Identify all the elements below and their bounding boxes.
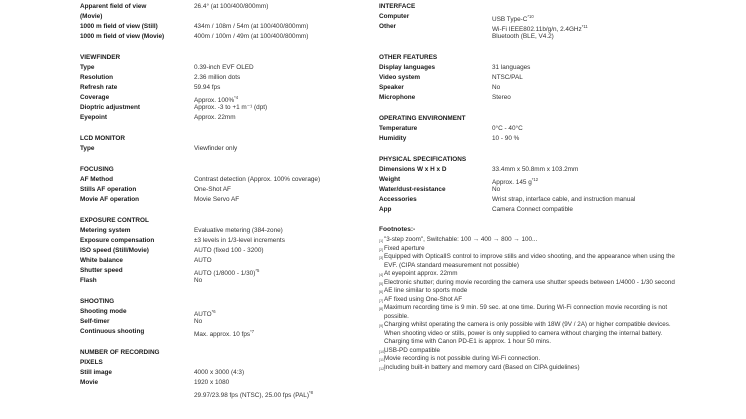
spec-label: Movie: [80, 379, 99, 386]
footnote-item: [379, 364, 679, 373]
footnote-item: [379, 270, 679, 279]
footnote-item: [379, 321, 679, 347]
spec-label: Weight: [379, 176, 401, 183]
spec-value-text: No: [194, 318, 203, 325]
spec-value: [492, 185, 500, 195]
spec-value: [492, 165, 578, 175]
spec-row: [379, 83, 679, 93]
spec-value-text: Approx. 145 g: [492, 179, 532, 186]
spec-value-text: 4000 x 3000 (4:3): [194, 369, 245, 376]
spec-value: [194, 2, 268, 12]
spec-label: 1000 m field of view (Still): [80, 23, 158, 30]
spec-value: [492, 73, 523, 83]
spec-row: [80, 276, 380, 286]
spec-value: [194, 32, 308, 42]
spec-value-text: NTSC/PAL: [492, 74, 523, 81]
footnote-marker: *5: [255, 268, 260, 273]
spec-value: [194, 144, 237, 154]
footnote-item: [379, 355, 679, 364]
spec-row: [379, 93, 679, 103]
spec-column-left: [80, 0, 380, 398]
spec-value-text: 1920 x 1080: [194, 379, 230, 386]
footnote-number: [6]: [379, 290, 384, 294]
spec-value-text: Approx. 100%: [194, 97, 235, 104]
spec-row: [379, 175, 679, 185]
section-heading: VIEWFINDER: [80, 54, 121, 61]
footnote-marker: *8: [308, 390, 313, 395]
footnote-text: At eyepoint approx. 22mm: [384, 270, 458, 277]
spec-row: [80, 83, 380, 93]
footnote-number: [11]: [379, 358, 386, 362]
spec-value: [194, 256, 212, 266]
spec-value-text: Wi-Fi IEEE802.11b/g/n, 2.4GHz: [492, 26, 582, 33]
section-gap: [80, 154, 380, 165]
footnote-text: Electronic shutter; during movie recording the camera use shutter speeds between 1/4000 - 1/30 second: [384, 278, 675, 286]
spec-label: Flash: [80, 277, 97, 284]
spec-label: Dioptric adjustment: [80, 104, 141, 111]
spec-label: AF Method: [80, 176, 114, 183]
footnote-number: [2]: [379, 247, 384, 252]
footnote-text: Including built-in battery and memory card (Based on CIPA guidelines): [384, 363, 580, 371]
footnote-item: [379, 236, 679, 245]
spec-label: Shutter speed: [80, 267, 123, 274]
footnote-number: [5]: [379, 281, 384, 286]
spec-value: [194, 195, 239, 205]
spec-row: [379, 2, 679, 12]
spec-value-text: ±3 levels in 1/3-level increments: [194, 237, 285, 244]
spec-label: Refresh rate: [80, 84, 118, 91]
spec-row: [379, 22, 679, 32]
spec-label: Still image: [80, 369, 112, 376]
spec-value: [194, 276, 202, 286]
footnote-item: [379, 304, 679, 321]
footnote-item: [379, 296, 679, 305]
spec-value: [194, 185, 231, 195]
spec-row: [379, 124, 679, 134]
spec-value: [492, 134, 519, 144]
section-heading: NUMBER OF RECORDING: [80, 349, 160, 356]
spec-label: White balance: [80, 257, 123, 264]
spec-value-text: AUTO: [194, 257, 212, 264]
spec-value-text: No: [194, 277, 203, 284]
spec-label: Microphone: [379, 94, 416, 101]
spec-value: [492, 83, 500, 93]
footnote-item: [379, 245, 679, 254]
spec-row: [80, 378, 380, 388]
spec-label: Movie AF operation: [80, 196, 140, 203]
spec-value: [194, 378, 229, 388]
spec-label: Accessories: [379, 196, 417, 203]
spec-value: [194, 236, 285, 246]
footnote-number: [4]: [379, 273, 384, 277]
footnote-text: Charging whilst operating the camera is only possible with 18W (9V / 2A) or higher compatible devices. When shooting video or stills, power is only supplied to camera without charging the internal battery. Charging time with Canon PD-E1 is approx. 1 hour 50 mins.: [384, 321, 671, 345]
spec-value: [194, 317, 202, 327]
spec-value: [492, 32, 554, 42]
spec-row: [80, 175, 380, 185]
footnote-marker: *11: [581, 24, 588, 29]
footnote-text: Fixed aperture: [384, 244, 425, 252]
spec-value-text: 10 - 90 %: [492, 135, 520, 142]
spec-value-text: 434m / 108m / 54m (at 100/400/800mm): [194, 23, 309, 30]
spec-row: [379, 73, 679, 83]
section-heading: EXPOSURE CONTROL: [80, 217, 149, 224]
footnote-marker: *10: [527, 14, 534, 19]
spec-value: [194, 246, 264, 256]
spec-value-text: Movie Servo AF: [194, 196, 240, 203]
spec-value: [194, 73, 240, 83]
section-gap: [80, 286, 380, 297]
section-heading: PIXELS: [80, 359, 103, 366]
section-heading: OPERATING ENVIRONMENT: [379, 115, 466, 122]
spec-row: [80, 327, 380, 337]
section-gap: [80, 123, 380, 134]
section-heading: LCD MONITOR: [80, 135, 125, 142]
spec-row: [379, 165, 679, 175]
spec-row: [80, 103, 380, 113]
spec-row: [379, 134, 679, 144]
spec-value-text: 0.39-inch EVF OLED: [194, 64, 254, 71]
spec-row: [80, 317, 380, 327]
footnotes-title: Footnotes:-: [379, 226, 416, 233]
footnote-text: USB-PD compatible: [384, 346, 440, 354]
footnote-marker: *4: [234, 95, 239, 100]
spec-label: Resolution: [80, 74, 114, 81]
section-heading: OTHER FEATURES: [379, 54, 438, 61]
footnotes-list: [379, 236, 679, 372]
spec-value: [492, 93, 511, 103]
spec-row: [80, 22, 380, 32]
spec-row: [80, 195, 380, 205]
spec-label: Speaker: [379, 84, 404, 91]
spec-label: Temperature: [379, 125, 418, 132]
spec-value-text: 33.4mm x 50.8mm x 103.2mm: [492, 166, 579, 173]
section-gap: [379, 42, 679, 53]
spec-value-text: 29.97/23.98 fps (NTSC), 25.00 fps (PAL): [194, 392, 309, 399]
footnote-marker: *12: [531, 177, 539, 182]
footnote-text: AF fixed using One-Shot AF: [384, 295, 463, 303]
spec-value: [194, 368, 244, 378]
spec-row: [80, 144, 380, 154]
spec-value-text: 2.36 million dots: [194, 74, 241, 81]
spec-row: [80, 246, 380, 256]
spec-row: [80, 226, 380, 236]
section-heading: PHYSICAL SPECIFICATIONS: [379, 156, 467, 163]
spec-label: Type: [80, 64, 95, 71]
footnote-number: [8]: [379, 307, 384, 311]
footnote-number: [3]: [379, 256, 384, 260]
spec-label: App: [379, 206, 392, 213]
spec-row: [80, 113, 380, 123]
footnote-item: [379, 347, 679, 356]
spec-label: Continuous shooting: [80, 328, 145, 335]
spec-value: [194, 175, 320, 185]
spec-value: [194, 388, 313, 401]
spec-value: [492, 205, 573, 215]
spec-row: [379, 205, 679, 215]
spec-label: 1000 m field of view (Movie): [80, 33, 165, 40]
spec-value-text: Wrist strap, interface cable, and instruction manual: [492, 196, 636, 203]
spec-value-text: Bluetooth (BLE, V4.2): [492, 33, 554, 40]
spec-label: Type: [80, 145, 95, 152]
spec-label: Other: [379, 23, 397, 30]
spec-value: [194, 63, 254, 73]
spec-value: [194, 22, 308, 32]
spec-row: [80, 93, 380, 103]
spec-value-text: AUTO (1/8000 - 1/30): [194, 270, 256, 277]
spec-value-text: Stereo: [492, 94, 511, 101]
spec-value: [492, 63, 530, 73]
spec-value-text: 0°C - 40°C: [492, 125, 523, 132]
spec-value-text: 59.94 fps: [194, 84, 221, 91]
spec-label: Exposure compensation: [80, 237, 155, 244]
spec-value: [194, 83, 220, 93]
spec-row: [80, 266, 380, 276]
spec-label: Metering system: [80, 227, 131, 234]
footnote-number: [7]: [379, 298, 384, 303]
spec-row: [80, 73, 380, 83]
footnote-item: [379, 287, 679, 296]
spec-row: [80, 63, 380, 73]
footnote-number: [12]: [379, 366, 386, 371]
spec-value: [194, 327, 254, 340]
spec-row: [80, 2, 380, 12]
spec-value: [492, 195, 635, 205]
spec-row: [379, 12, 679, 22]
spec-value-text: 31 languages: [492, 64, 531, 71]
spec-value: [194, 113, 236, 123]
spec-label: Shooting mode: [80, 308, 127, 315]
footnote-number: [1]: [379, 239, 384, 243]
spec-row: [379, 185, 679, 195]
spec-value-text: USB Type-C: [492, 16, 528, 23]
footnotes-section: [379, 225, 679, 372]
spec-label: INTERFACE: [379, 3, 416, 10]
spec-label: Computer: [379, 13, 410, 20]
spec-label: Video system: [379, 74, 421, 81]
section-gap: [379, 103, 679, 114]
spec-value-text: AUTO (fixed 100 - 3200): [194, 247, 264, 254]
spec-label: Water/dust-resistance: [379, 186, 446, 193]
footnote-number: [10]: [379, 349, 386, 354]
footnote-text: AE line similar to sports mode: [384, 287, 468, 294]
spec-label: ISO speed (Still/Movie): [80, 247, 149, 254]
spec-value: [194, 103, 267, 113]
spec-value-text: Approx. -3 to +1 m⁻¹ (dpt): [194, 104, 268, 111]
spec-value-text: Max. approx. 10 fps: [194, 331, 251, 338]
section-gap: [80, 205, 380, 216]
section-heading: SHOOTING: [80, 298, 115, 305]
spec-label: (Movie): [80, 13, 103, 20]
footnote-marker: *6: [211, 309, 216, 314]
spec-value-text: No: [492, 186, 501, 193]
spec-value-text: Evaluative metering (384-zone): [194, 227, 283, 234]
footnote-text: Maximum recording time is 9 min. 59 sec. at one time. During Wi-Fi connection movie recording is not possible.: [384, 304, 668, 320]
footnote-marker: *7: [250, 329, 255, 334]
spec-row: [80, 32, 380, 42]
spec-value-text: Viewfinder only: [194, 145, 238, 152]
spec-value-text: 26.4° (at 100/400/800mm): [194, 3, 269, 10]
spec-label: Coverage: [80, 94, 110, 101]
spec-label: Dimensions W x H x D: [379, 166, 447, 173]
spec-value-text: Approx. 22mm: [194, 114, 236, 121]
spec-value: [492, 124, 523, 134]
section-gap: [379, 144, 679, 155]
spec-value-text: One-Shot AF: [194, 186, 231, 193]
spec-row: [80, 256, 380, 266]
spec-label: Apparent field of view: [80, 3, 147, 10]
spec-row: [80, 185, 380, 195]
spec-label: Stills AF operation: [80, 186, 137, 193]
spec-value: [194, 226, 283, 236]
spec-row: [80, 307, 380, 317]
footnote-item: [379, 279, 679, 288]
section-heading: FOCUSING: [80, 166, 114, 173]
spec-value-text: Contrast detection (Approx. 100% coverage): [194, 176, 321, 183]
spec-value-text: 400m / 100m / 49m (at 100/400/800mm): [194, 33, 309, 40]
spec-label: Humidity: [379, 135, 407, 142]
spec-row: [379, 63, 679, 73]
footnote-text: Equipped with OpticalIS control to improve stills and video shooting, and the appearance when using the EVF. (CIPA standard measurement not possible): [384, 253, 675, 269]
footnote-text: "3-step zoom", Switchable: 100 → 400 → 800 → 100...: [384, 236, 538, 243]
spec-row: [80, 368, 380, 378]
spec-row: [379, 32, 679, 42]
spec-row: [80, 12, 380, 22]
spec-row: [80, 236, 380, 246]
spec-row: [379, 195, 679, 205]
footnote-number: [9]: [379, 324, 384, 328]
section-gap: [80, 42, 380, 53]
spec-value-text: No: [492, 84, 501, 91]
spec-label: Eyepoint: [80, 114, 107, 121]
spec-value-text: Camera Connect compatible: [492, 206, 573, 213]
spec-label: Self-timer: [80, 318, 110, 325]
spec-label: Display languages: [379, 64, 436, 71]
spec-value-text: AUTO: [194, 311, 212, 318]
footnote-item: [379, 253, 679, 270]
spec-column-right: [379, 0, 679, 215]
footnote-text: Movie recording is not possible during Wi-Fi connection.: [384, 355, 541, 362]
spec-row: [80, 388, 380, 398]
